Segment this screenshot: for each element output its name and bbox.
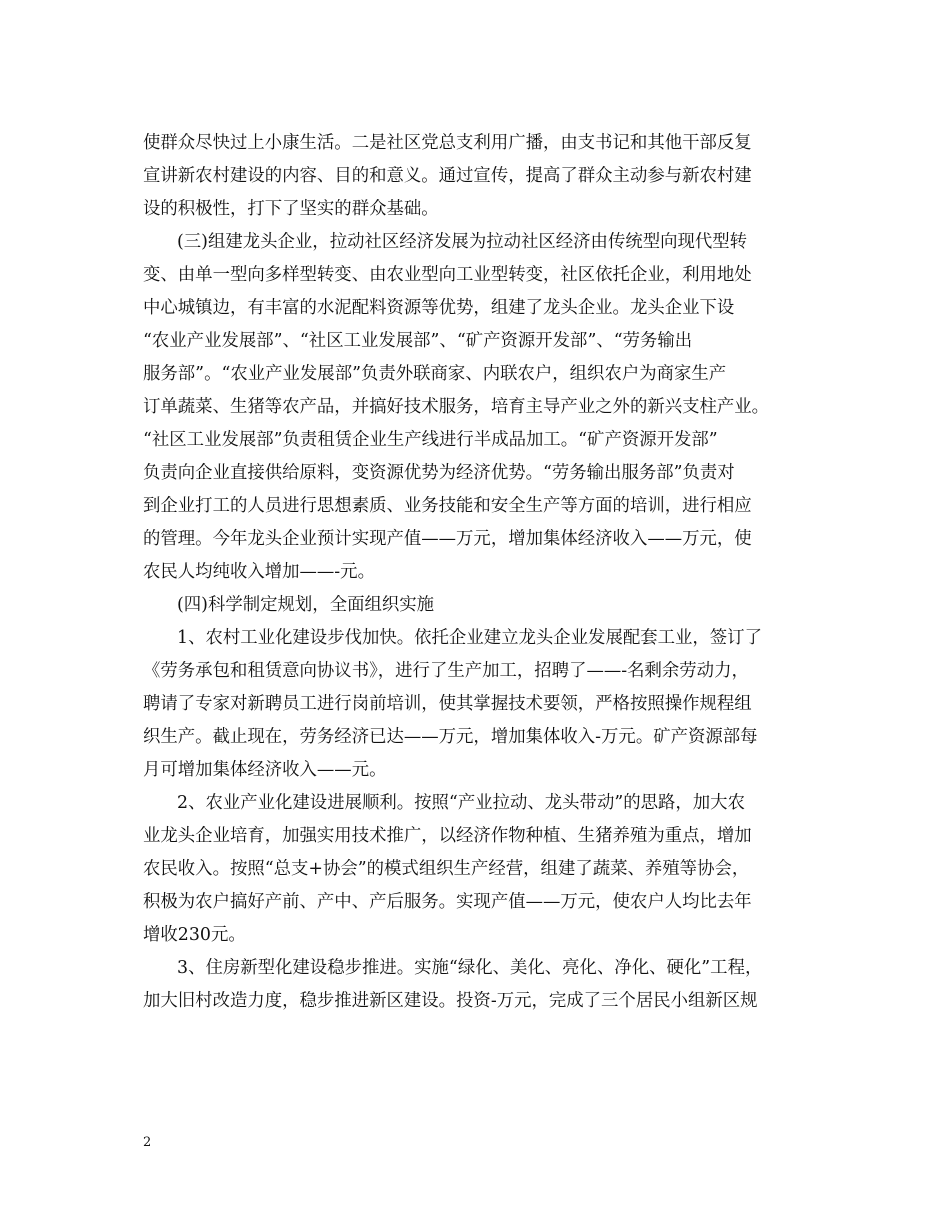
text-line: 变、由单一型向多样型转变、由农业型向工业型转变，社区依托企业，利用地处 [143,265,752,285]
text-line: 的管理。今年龙头企业预计实现产值——万元，增加集体经济收入——万元，使 [143,529,752,549]
text-line: 订单蔬菜、生猪等农产品，并搞好技术服务，培育主导产业之外的新兴支柱产业。 [143,397,770,417]
text-line: 增收230元。 [143,925,246,945]
paragraph-first-line: (三)组建龙头企业，拉动社区经济发展为拉动社区经济由传统型向现代型转 [177,232,748,252]
text-line: “社区工业发展部”负责租赁企业生产线进行半成品加工。“矿产资源开发部” [143,430,718,450]
text-line: “农业产业发展部”、“社区工业发展部”、“矿产资源开发部”、“劳务输出 [143,331,693,351]
text-line: 农民人均纯收入增加——-元。 [143,562,375,582]
text-line: 农民收入。按照“总支+协会”的模式组织生产经营，组建了蔬菜、养殖等协会， [143,859,750,879]
text-line: 月可增加集体经济收入——元。 [143,760,387,780]
text-line: 到企业打工的人员进行思想素质、业务技能和安全生产等方面的培训，进行相应 [143,496,752,516]
text-line: 负责向企业直接供给原料，变资源优势为经济优势。“劳务输出服务部”负责对 [143,463,735,483]
page-number: 2 [143,1135,152,1150]
text-line: 服务部”。“农业产业发展部”负责外联商家、内联农户，组织农户为商家生产 [143,364,727,384]
text-line: 中心城镇边，有丰富的水泥配料资源等优势，组建了龙头企业。龙头企业下设 [143,298,735,318]
text-line: 宣讲新农村建设的内容、目的和意义。通过宣传，提高了群众主动参与新农村建 [143,166,752,186]
text-line: 聘请了专家对新聘员工进行岗前培训，使其掌握技术要领，严格按照操作规程组 [143,694,752,714]
paragraph-first-line: 3、住房新型化建设稳步推进。实施“绿化、美化、亮化、净化、硬化”工程， [177,958,763,978]
text-line: 使群众尽快过上小康生活。二是社区党总支利用广播，由支书记和其他干部反复 [143,133,752,153]
paragraph-first-line: 1、农村工业化建设步伐加快。依托企业建立龙头企业发展配套工业，签订了 [177,628,762,648]
paragraph-first-line: (四)科学制定规划，全面组织实施 [177,595,435,615]
text-line: 积极为农户搞好产前、产中、产后服务。实现产值——万元，使农户人均比去年 [143,892,752,912]
paragraph-first-line: 2、农业产业化建设进展顺利。按照“产业拉动、龙头带动”的思路，加大农 [177,793,745,813]
text-line: 《劳务承包和租赁意向协议书》，进行了生产加工，招聘了——-名剩余劳动力， [143,661,749,681]
text-line: 加大旧村改造力度，稳步推进新区建设。投资-万元，完成了三个居民小组新区规 [143,991,758,1011]
text-line: 织生产。截止现在，劳务经济已达——万元，增加集体收入-万元。矿产资源部每 [143,727,758,747]
text-line: 设的积极性，打下了坚实的群众基础。 [143,199,439,219]
document-body [143,127,815,1018]
text-line: 业龙头企业培育，加强实用技术推广，以经济作物种植、生猪养殖为重点，增加 [143,826,752,846]
